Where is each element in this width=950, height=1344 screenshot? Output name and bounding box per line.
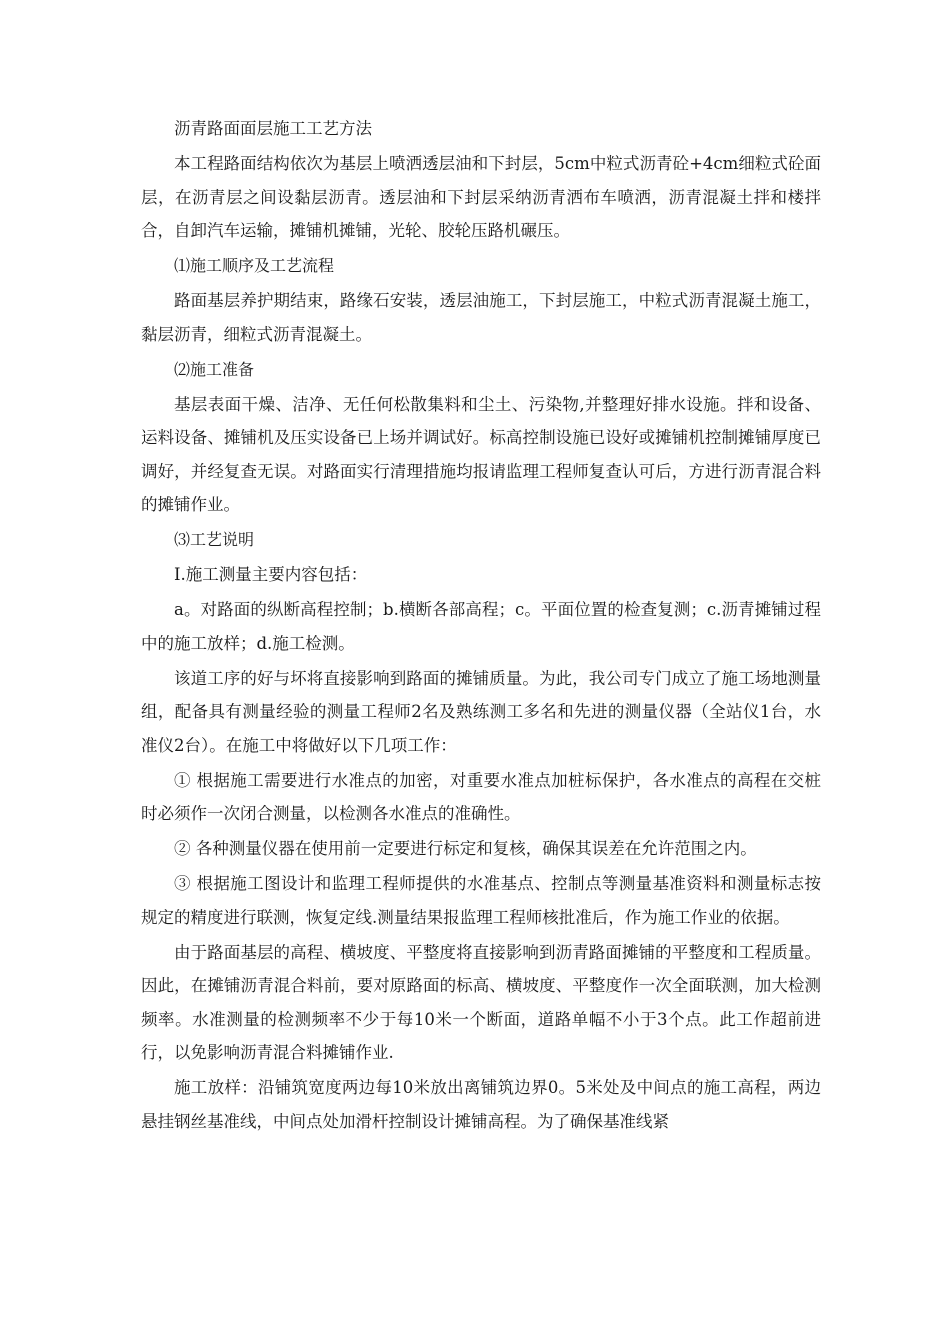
subheading-survey: Ⅰ.施工测量主要内容包括：	[174, 565, 368, 584]
document-body	[141, 112, 821, 1140]
paragraph-sequence: 路面基层养护期结束，路缘石安装，透层油施工，下封层施工，中粒式沥青混凝土施工，黏层沥青，细粒式沥青混凝土。	[141, 291, 821, 344]
list-item-1: ① 根据施工需要进行水准点的加密，对重要水准点加桩标保护，各水准点的高程在交桩时必须作一次闭合测量，以检测各水准点的准确性。	[141, 770, 821, 823]
paragraph-structure: 本工程路面结构依次为基层上喷洒透层油和下封层，5cm中粒式沥青砼+4cm细粒式砼面层，在沥青层之间设黏层沥青。透层油和下封层采纳沥青洒布车喷洒，沥青混凝土拌和楼拌合，自卸汽车运输，摊铺机摊铺，光轮、胶轮压路机碾压。	[141, 154, 821, 240]
paragraph-base-survey: 由于路面基层的高程、横坡度、平整度将直接影响到沥青路面摊铺的平整度和工程质量。因此，在摊铺沥青混合料前，要对原路面的标高、横坡度、平整度作一次全面联测，加大检测频率。水准测量的检测频率不少于每10米一个断面，道路单幅不小于3个点。此工作超前进行，以免影响沥青混合料摊铺作业.	[141, 942, 821, 1062]
section-heading-preparation: ⑵施工准备	[174, 359, 255, 379]
paragraph-survey-team: 该道工序的好与坏将直接影响到路面的摊铺质量。为此，我公司专门成立了施工场地测量组，配备具有测量经验的测量工程师2名及熟练测工多名和先进的测量仪器（全站仪1台，水准仪2台）。在施工中将做好以下几项工作：	[141, 668, 821, 755]
list-item-2: ② 各种测量仪器在使用前一定要进行标定和复核，确保其误差在允许范围之内。	[174, 839, 757, 858]
paragraph-survey-items: a。对路面的纵断高程控制；b.横断各部高程；c。平面位置的检查复测；c.沥青摊铺过程中的施工放样；d.施工检测。	[141, 600, 821, 653]
list-item-3: ③ 根据施工图设计和监理工程师提供的水准基点、控制点等测量基准资料和测量标志按规定的精度进行联测，恢复定线.测量结果报监理工程师核批准后，作为施工作业的依据。	[141, 874, 821, 927]
section-heading-process: ⑶工艺说明	[174, 530, 255, 549]
paragraph-layout: 施工放样：沿铺筑宽度两边每10米放出离铺筑边界0。5米处及中间点的施工高程，两边悬挂钢丝基准线，中间点处加滑杆控制设计摊铺高程。为了确保基准线紧	[141, 1078, 821, 1131]
paragraph-preparation: 基层表面干燥、洁净、无任何松散集料和尘土、污染物,并整理好排水设施。拌和设备、运料设备、摊铺机及压实设备已上场并调试好。标高控制设施已设好或摊铺机控制摊铺厚度已调好，并经复查无误。对路面实行清理措施均报请监理工程师复查认可后，方进行沥青混合料的摊铺作业。	[141, 394, 821, 514]
section-heading-sequence: ⑴施工顺序及工艺流程	[174, 256, 335, 275]
document-title: 沥青路面面层施工工艺方法	[174, 119, 372, 138]
